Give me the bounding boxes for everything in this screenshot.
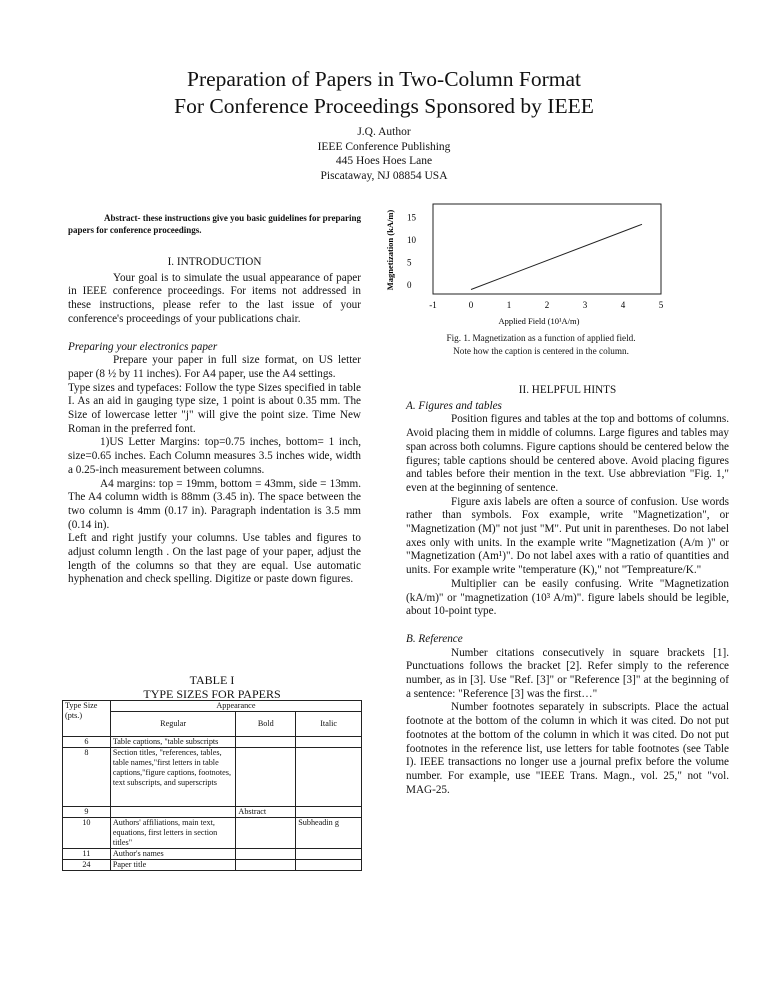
figures-subheading: A. Figures and tables [406, 399, 502, 412]
intro-paragraph-1: Your goal is to simulate the usual appearance of paper in IEEE conference proceedings. For items not addressed in these instructions, please refer to the last issue of your conference's proceedings of your publications chair. [68, 271, 361, 325]
table-cell-size: 6 [63, 737, 111, 748]
title-line-1: Preparation of Papers in Two-Column Format [186, 67, 581, 91]
table-cell-regular: Author's names [110, 849, 236, 860]
col-italic: Italic [296, 712, 362, 737]
abstract-lead: Abstract- these instructions give you basic guidelines [104, 213, 307, 223]
table-cell-size: 10 [63, 818, 111, 849]
author-org: IEEE Conference Publishing [317, 140, 451, 153]
hints-paragraph-3: Multiplier can be easily confusing. Write "Magnetization (kA/m)" or "magnetization (10³ A/m)". figure labels should be legible, about 10-point type. [406, 577, 729, 618]
author-city: Piscataway, NJ 08854 USA [320, 169, 448, 182]
table-row [63, 807, 362, 818]
plot-frame [433, 204, 661, 294]
intro-paragraph-3: Type sizes and typefaces: Follow the type Sizes specified in table I. As an aid in gauging type size, 1 point is about 0.35 mm. The Size of lowercase letter "j" will give the point size. Time New Roman in the preferred font. [68, 381, 361, 435]
type-sizes-table [62, 700, 362, 871]
table-cell-bold [236, 849, 296, 860]
x-tick-label: -1 [429, 300, 437, 310]
col-appearance: Appearance [110, 701, 361, 712]
intro-paragraph-4: 1)US Letter Margins: top=0.75 inches, bottom= 1 inch, size=0.65 inches. Each Column measures 3.5 inches wide, width a 0.25-inch measurement between columns. [68, 436, 361, 476]
table-cell-italic [296, 748, 362, 807]
table-cell-italic [296, 807, 362, 818]
x-tick-label: 5 [658, 300, 664, 310]
hints-paragraph-1: Position figures and tables at the top and bottoms of columns. Avoid placing them in middle of columns. Large figures and tables may span across both columns. Figure captions should be centered below the figures; table captions should be centered above. Avoid placing figures and tables before their mention in the text. Use abbreviation "Fig. 1," even at the beginning of sentence. [406, 413, 729, 494]
y-axis-label: Magnetization (kA/m) [385, 209, 395, 291]
table-row [63, 748, 362, 807]
table-cell-bold [236, 748, 296, 807]
series-line-0 [471, 224, 642, 289]
table-cell-size: 24 [63, 860, 111, 871]
table-cell-italic [296, 860, 362, 871]
author-street: 445 Hoes Hoes Lane [335, 155, 433, 167]
figure-caption-line-1: Fig. 1. Magnetization as a function of applied field. [446, 333, 636, 343]
table-caption: TYPE SIZES FOR PAPERS [143, 687, 281, 701]
table-cell-size: 9 [63, 807, 111, 818]
title-line-2: For Conference Proceedings Sponsored by IEEE [174, 94, 594, 118]
table-row [63, 818, 362, 849]
left-column [68, 210, 361, 587]
intro-paragraph-5: A4 margins: top = 19mm, bottom = 43mm, side = 13mm. The A4 column width is 88mm (3.45 in). The space between the two column is 4mm (0.17 in). Paragraph indentation is 3.5 mm (0.14 in). [68, 477, 361, 531]
intro-heading: I. INTRODUCTION [167, 256, 262, 268]
x-axis-label: Applied Field (10¹A/m) [498, 316, 580, 326]
table-header-row [63, 701, 362, 712]
table-cell-bold: Abstract [236, 807, 296, 818]
right-column [406, 384, 729, 797]
x-tick-label: 4 [620, 300, 626, 310]
reference-paragraph-2: Number footnotes separately in subscripts. Place the actual footnote at the bottom of the column in which it was cited. Do not put footnotes at the bottom of the column in which it was cited. Do not put footnotes in the reference list, use letters for table footnotes (see Table I). IEEE transactions no longer use a journal prefix before the volume number. For example, use "IEEE Trans. Magn., vol. 25," not "vol. MAG-25. [406, 701, 729, 796]
table-cell-regular: Paper title [110, 860, 236, 871]
x-tick-label: 0 [468, 300, 474, 310]
table-cell-bold [236, 818, 296, 849]
table-cell-regular [110, 807, 236, 818]
x-tick-label: 1 [506, 300, 512, 310]
col-bold: Bold [236, 712, 296, 737]
col-regular: Regular [110, 712, 236, 737]
author-name: J.Q. Author [357, 126, 411, 138]
y-tick-label: 5 [407, 257, 412, 268]
table-cell-bold [236, 860, 296, 871]
preparing-subheading: Preparing your electronics paper [68, 340, 218, 353]
figure-caption-line-2: Note how the caption is centered in the column. [453, 346, 629, 356]
reference-subheading: B. Reference [406, 632, 463, 645]
table-row [63, 849, 362, 860]
col-type-size: Type Size (pts.) [63, 701, 111, 737]
table-cell-italic [296, 849, 362, 860]
abstract [68, 212, 361, 236]
table-cell-italic [296, 737, 362, 748]
table-cell-regular: Table captions, "table subscripts [110, 737, 236, 748]
x-tick-label: 2 [544, 300, 550, 310]
table-cell-size: 8 [63, 748, 111, 807]
table-cell-italic: Subheadin g [296, 818, 362, 849]
abstract-rest: for preparing papers for conference proceedings. [68, 213, 362, 235]
x-tick-label: 3 [582, 300, 588, 310]
hints-heading: II. HELPFUL HINTS [518, 384, 617, 396]
hints-paragraph-2: Figure axis labels are often a source of confusion. Use words rather than symbols. Fox example, write "Magnetization", or "Magnetization (M)" not just "M". Put unit in parentheses. Do not label axes only with units. In the example write "Magnetization (A/m )" or "Magnetization (Am¹)". Do not label axes with a ratio of quantities and units. For example write "temperature (K)," not "Tempreature/K." [406, 495, 729, 577]
intro-paragraph-2: Prepare your paper in full size format, on US letter paper (8 ½ by 11 inches). For A4 paper, use the A4 settings. [68, 354, 361, 380]
table-cell-regular: Section titles, "references, tables, table names,"first letters in table captions,"figure captions, footnotes, text subscripts, and superscripts [110, 748, 236, 807]
y-tick-label: 15 [407, 212, 416, 223]
table-cell-size: 11 [63, 849, 111, 860]
paper-title [0, 66, 768, 120]
table-row [63, 860, 362, 871]
author-block [0, 125, 768, 183]
table-cell-bold [236, 737, 296, 748]
intro-paragraph-6: Left and right justify your columns. Use tables and figures to adjust column length . On the last page of your paper, adjust the length of the columns so that they are equal. Use automatic hyphenation and check spelling. Digitize or paste down figures. [68, 532, 361, 586]
y-tick-label: 0 [407, 280, 412, 290]
table-label: TABLE I [189, 673, 235, 687]
table-cell-regular: Authors' affiliations, main text, equations, first letters in section titles" [110, 818, 236, 849]
figure-caption [406, 332, 676, 358]
y-tick-label: 10 [407, 235, 416, 245]
table-row [63, 737, 362, 748]
reference-paragraph-1: Number citations consecutively in square brackets [1]. Punctuations follows the bracket [2]. Refer simply to the reference number, as in [3]. Use "Ref. [3]" or "Reference [3]" at the beginning of a sentence: "Reference [3] was the first…" [406, 646, 729, 700]
